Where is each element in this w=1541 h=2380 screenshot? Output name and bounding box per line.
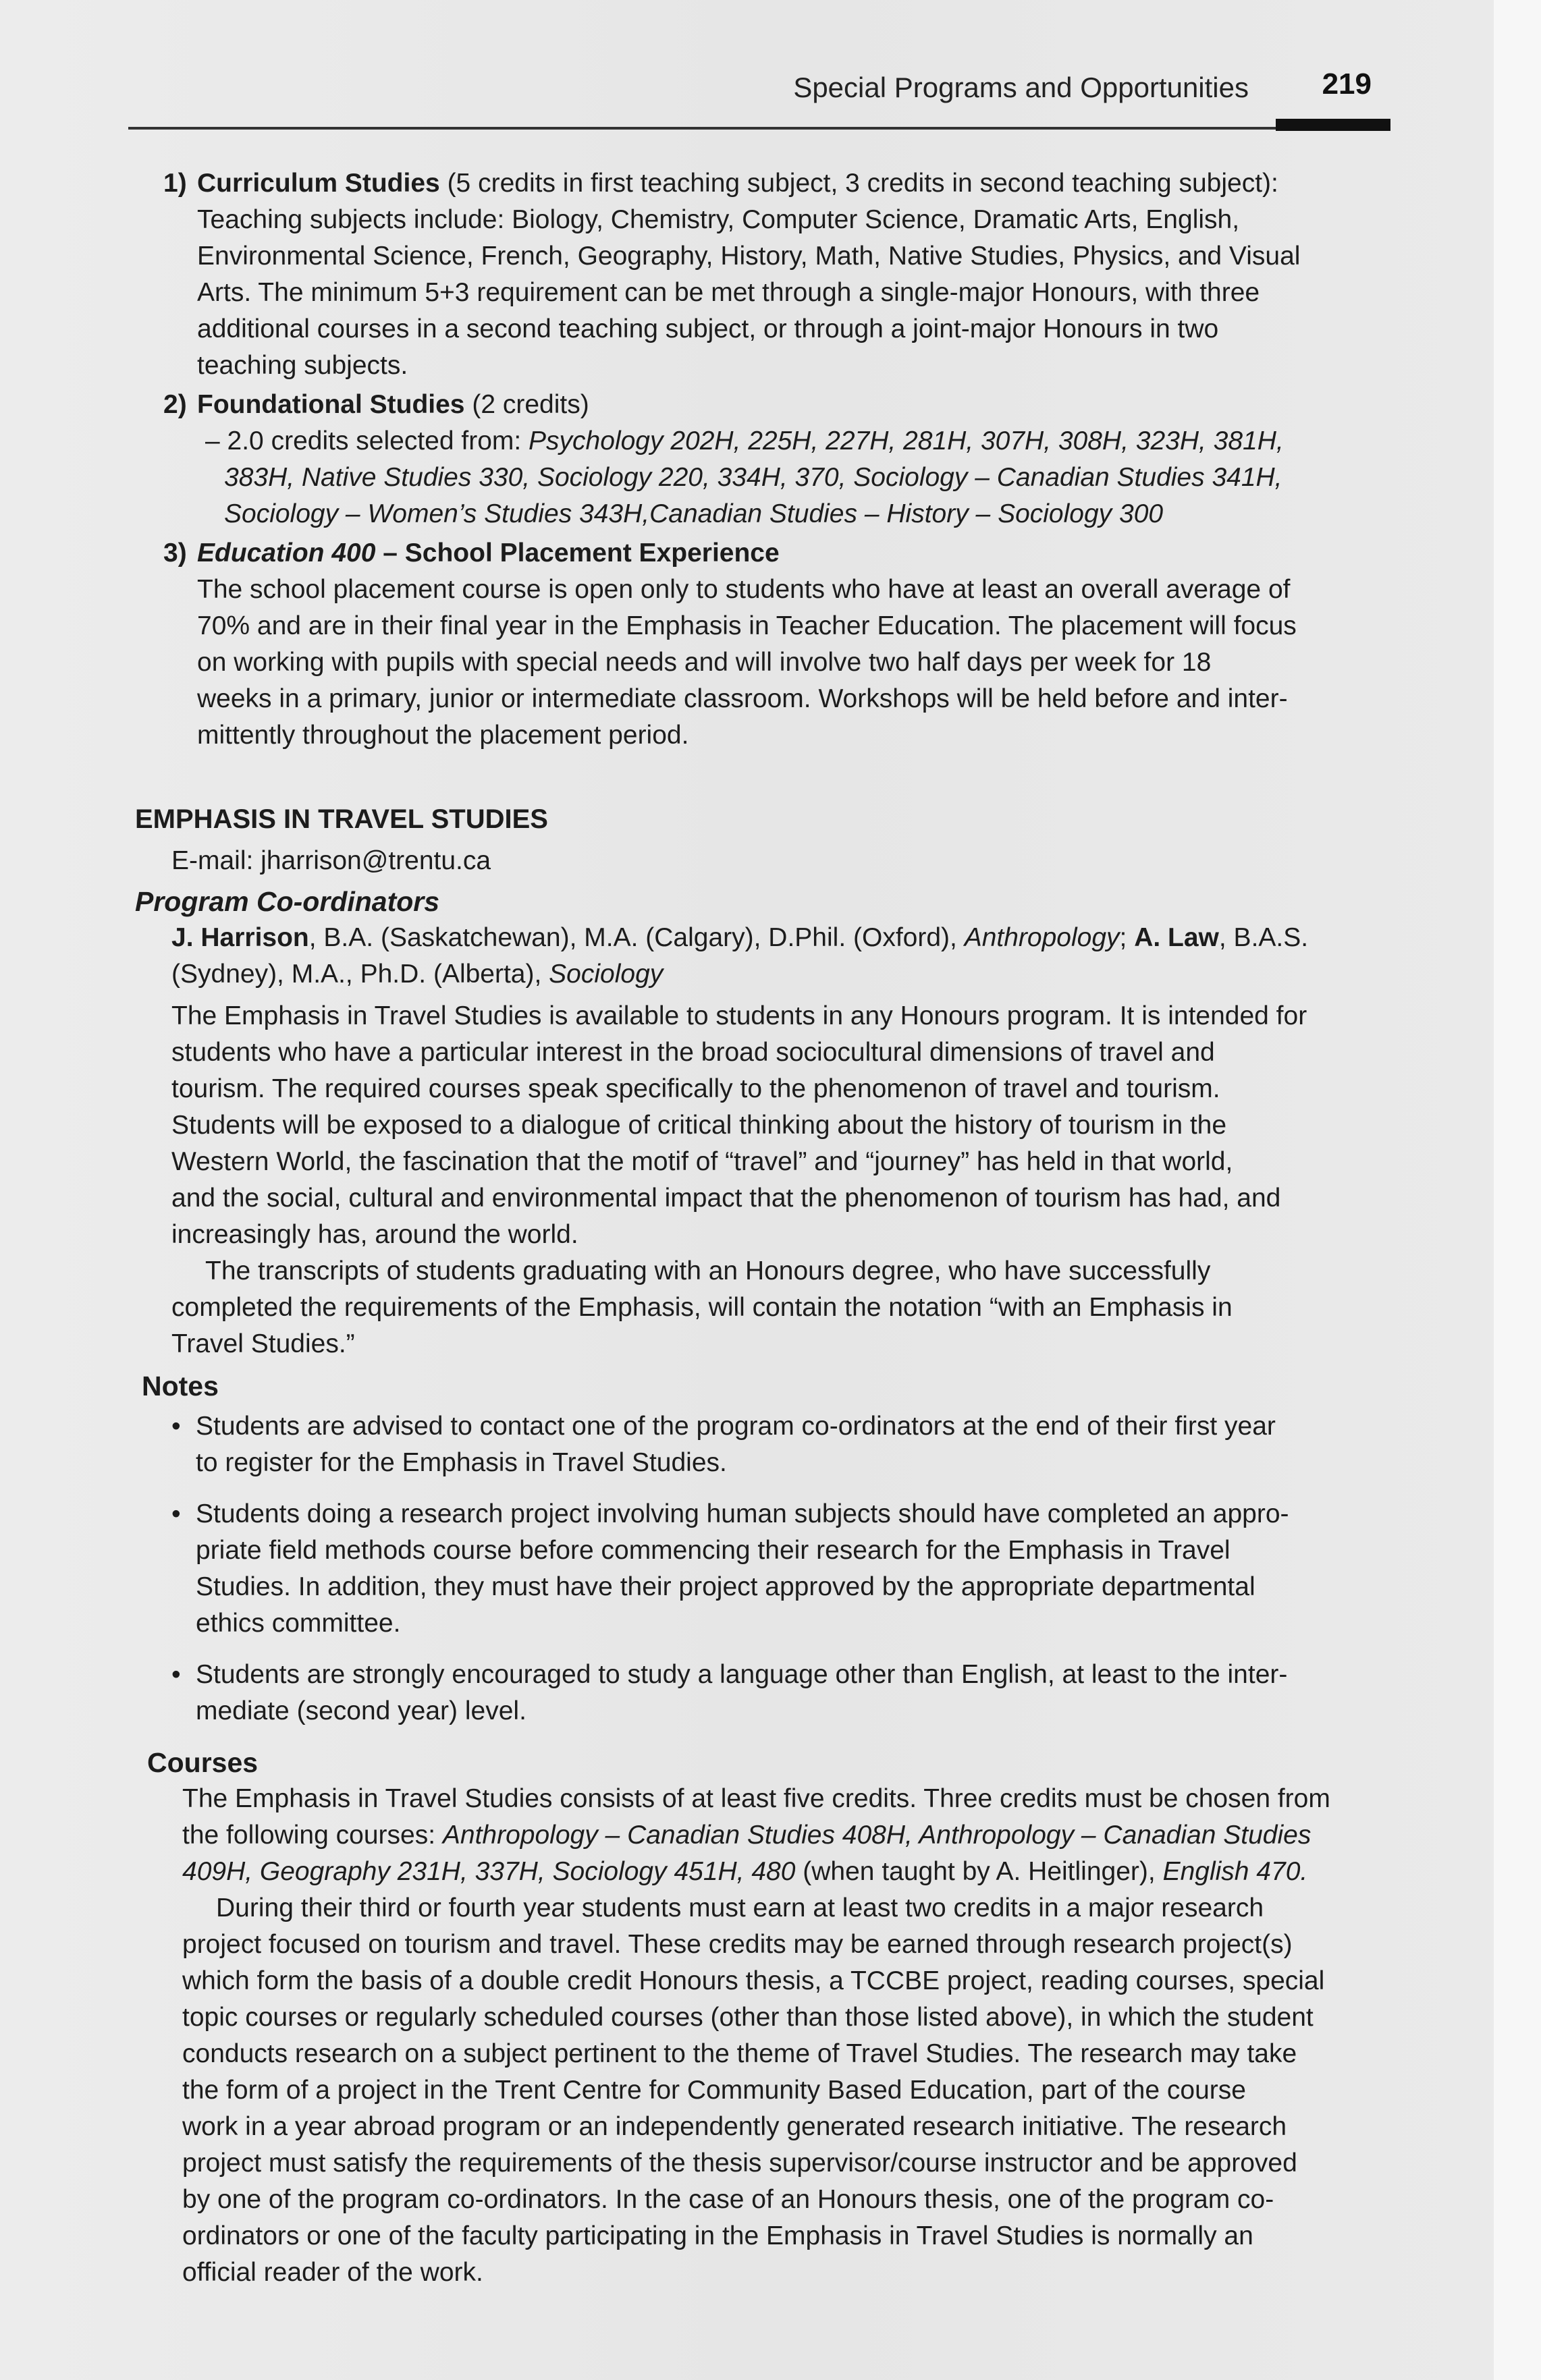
paragraph-line: During their third or fourth year students must earn at least two credits in a major research	[216, 1893, 1264, 1922]
page-content	[135, 165, 1390, 2291]
paragraph-line: the form of a project in the Trent Centre for Community Based Education, part of the course	[182, 2076, 1246, 2105]
item-body-line: weeks in a primary, junior or intermediate classroom. Workshops will be held before and inter-	[197, 684, 1288, 713]
paragraph-line: work in a year abroad program or an independently generated research initiative. The research	[182, 2112, 1287, 2141]
page-edge	[1494, 0, 1541, 2380]
course-list-line: Sociology – Women’s Studies 343H,Canadian Studies – History – Sociology 300	[224, 499, 1164, 528]
note-line: to register for the Emphasis in Travel Studies.	[196, 1448, 727, 1477]
coordinator-field: Sociology	[549, 960, 664, 989]
note-line: Students are strongly encouraged to study a language other than English, at least to the inter-	[196, 1660, 1288, 1689]
note-line: mediate (second year) level.	[196, 1696, 526, 1725]
note-line: ethics committee.	[196, 1609, 401, 1638]
paragraph-line: tourism. The required courses speak specifically to the phenomenon of travel and tourism.	[171, 1074, 1220, 1103]
item-body-line: 70% and are in their final year in the Emphasis in Teacher Education. The placement will focus	[197, 611, 1297, 640]
item-number: 2)	[163, 390, 187, 419]
item-number: 1)	[163, 169, 187, 198]
research-paragraph	[135, 1890, 1390, 2291]
paragraph-line: The Emphasis in Travel Studies is available to students in any Honours program. It is intended for	[171, 1001, 1307, 1030]
notes-heading: Notes	[142, 1371, 219, 1402]
item-heading-tail: (5 credits in first teaching subject, 3 credits in second teaching subject):	[439, 169, 1278, 198]
paragraph-line: project focused on tourism and travel. These credits may be earned through research project(s)	[182, 1930, 1293, 1959]
item-body-line: teaching subjects.	[197, 351, 408, 380]
paragraph-line: Travel Studies.”	[171, 1329, 355, 1358]
course-list-line: 383H, Native Studies 330, Sociology 220, 334H, 370, Sociology – Canadian Studies 341H,	[224, 463, 1282, 492]
coordinators-list	[135, 920, 1390, 993]
paragraph-line: Students will be exposed to a dialogue of critical thinking about the history of tourism in the	[171, 1111, 1227, 1140]
course-list: Anthropology – Canadian Studies 408H, Anthropology – Canadian Studies	[442, 1821, 1312, 1850]
paragraph-line: completed the requirements of the Emphasis, will contain the notation “with an Emphasis in	[171, 1293, 1233, 1322]
paragraph-line: conducts research on a subject pertinent to the theme of Travel Studies. The research may take	[182, 2039, 1297, 2068]
coordinator-name: J. Harrison	[171, 923, 309, 952]
item-heading: Foundational Studies	[197, 390, 465, 419]
coordinator-credentials: , B.A. (Saskatchewan), M.A. (Calgary), D.Phil. (Oxford),	[308, 923, 965, 952]
item-heading: Curriculum Studies	[197, 169, 440, 198]
credit-options	[197, 423, 1390, 532]
running-header	[128, 59, 1390, 134]
paragraph-line: by one of the program co-ordinators. In the case of an Honours thesis, one of the program co-	[182, 2185, 1274, 2214]
item-body-line: Environmental Science, French, Geography, History, Math, Native Studies, Physics, and Visual	[197, 242, 1301, 271]
header-rule	[128, 127, 1390, 130]
course-list-line: Psychology 202H, 225H, 227H, 281H, 307H, 308H, 323H, 381H,	[529, 426, 1284, 455]
list-item-curriculum-studies	[135, 165, 1390, 384]
list-item-education-400	[135, 535, 1390, 754]
paragraph-line: Western World, the fascination that the motif of “travel” and “journey” has held in that world,	[171, 1147, 1233, 1176]
item-body-line: The school placement course is open only to students who have at least an overall average of	[197, 575, 1291, 604]
item-heading-tail: (2 credits)	[464, 390, 589, 419]
paragraph-line: students who have a particular interest in the broad sociocultural dimensions of travel and	[171, 1038, 1215, 1067]
separator: ;	[1119, 923, 1135, 952]
note-line: Studies. In addition, they must have their project approved by the appropriate departmental	[196, 1572, 1255, 1601]
list-item	[171, 1657, 1390, 1729]
text-run: (when taught by A. Heitlinger),	[795, 1857, 1163, 1886]
bullet-icon: •	[171, 1660, 181, 1689]
courses-heading: Courses	[147, 1747, 259, 1778]
notes-list	[135, 1408, 1390, 1729]
coordinator-credentials: , B.A.S.	[1218, 923, 1309, 952]
text-run: the following courses:	[182, 1821, 443, 1850]
paragraph-line: The transcripts of students graduating with an Honours degree, who have successfully	[205, 1256, 1211, 1285]
paragraph-line: official reader of the work.	[182, 2258, 483, 2287]
list-item	[171, 1496, 1390, 1642]
item-heading-line	[197, 535, 1390, 572]
courses-paragraph	[135, 1781, 1390, 1890]
bullet-icon: •	[171, 1499, 181, 1528]
paragraph-line: and the social, cultural and environmental impact that the phenomenon of tourism has had, and	[171, 1184, 1281, 1213]
paragraph-line	[182, 1854, 1390, 1890]
paragraph-line: ordinators or one of the faculty participating in the Emphasis in Travel Studies is normally an	[182, 2221, 1253, 2250]
paragraph-line: increasingly has, around the world.	[171, 1220, 578, 1249]
note-line: Students are advised to contact one of the program co-ordinators at the end of their first year	[196, 1412, 1276, 1441]
paragraph-line: project must satisfy the requirements of the thesis supervisor/course instructor and be approved	[182, 2149, 1297, 2178]
item-heading-line	[197, 165, 1390, 202]
item-body-line: on working with pupils with special needs and will involve two half days per week for 18	[197, 648, 1212, 677]
coordinators-heading: Program Co-ordinators	[135, 886, 440, 917]
transcript-paragraph	[135, 1253, 1390, 1362]
dash-prefix: – 2.0 credits selected from:	[205, 426, 529, 455]
list-item	[171, 1408, 1390, 1481]
item-number: 3)	[163, 538, 187, 568]
coordinator-credentials: (Sydney), M.A., Ph.D. (Alberta),	[171, 960, 549, 989]
note-line: Students doing a research project involving human subjects should have completed an appro-	[196, 1499, 1289, 1528]
header-bar	[1276, 119, 1390, 131]
item-heading-line	[197, 387, 1390, 423]
paragraph-line: which form the basis of a double credit Honours thesis, a TCCBE project, reading courses, special	[182, 1966, 1325, 1995]
item-body-line: Teaching subjects include: Biology, Chemistry, Computer Science, Dramatic Arts, English,	[197, 205, 1240, 234]
course-list: 409H, Geography 231H, 337H, Sociology 451H, 480	[182, 1857, 796, 1886]
page-number: 219	[1322, 67, 1372, 101]
list-item-foundational-studies	[135, 387, 1390, 532]
item-heading-course: Education 400	[197, 538, 376, 568]
coordinator-field: Anthropology	[964, 923, 1120, 952]
item-body-line: Arts. The minimum 5+3 requirement can be met through a single-major Honours, with three	[197, 278, 1260, 307]
contact-email: E-mail: jharrison@trentu.ca	[171, 846, 491, 875]
note-line: priate field methods course before commencing their research for the Emphasis in Travel	[196, 1536, 1231, 1565]
item-body-line: additional courses in a second teaching subject, or through a joint-major Honours in two	[197, 314, 1219, 343]
intro-paragraph	[135, 998, 1390, 1253]
bullet-icon: •	[171, 1412, 181, 1441]
paragraph-line: topic courses or regularly scheduled courses (other than those listed above), in which the student	[182, 2003, 1314, 2032]
header-title: Special Programs and Opportunities	[793, 72, 1249, 103]
item-body-line: mittently throughout the placement period.	[197, 721, 689, 750]
paragraph-line	[182, 1817, 1390, 1854]
item-heading: – School Placement Experience	[375, 538, 780, 568]
course-list: English 470.	[1162, 1857, 1308, 1886]
paragraph-line: The Emphasis in Travel Studies consists of at least five credits. Three credits must be chosen from	[182, 1784, 1330, 1813]
section-title: EMPHASIS IN TRAVEL STUDIES	[135, 804, 548, 834]
coordinator-name: A. Law	[1134, 923, 1219, 952]
